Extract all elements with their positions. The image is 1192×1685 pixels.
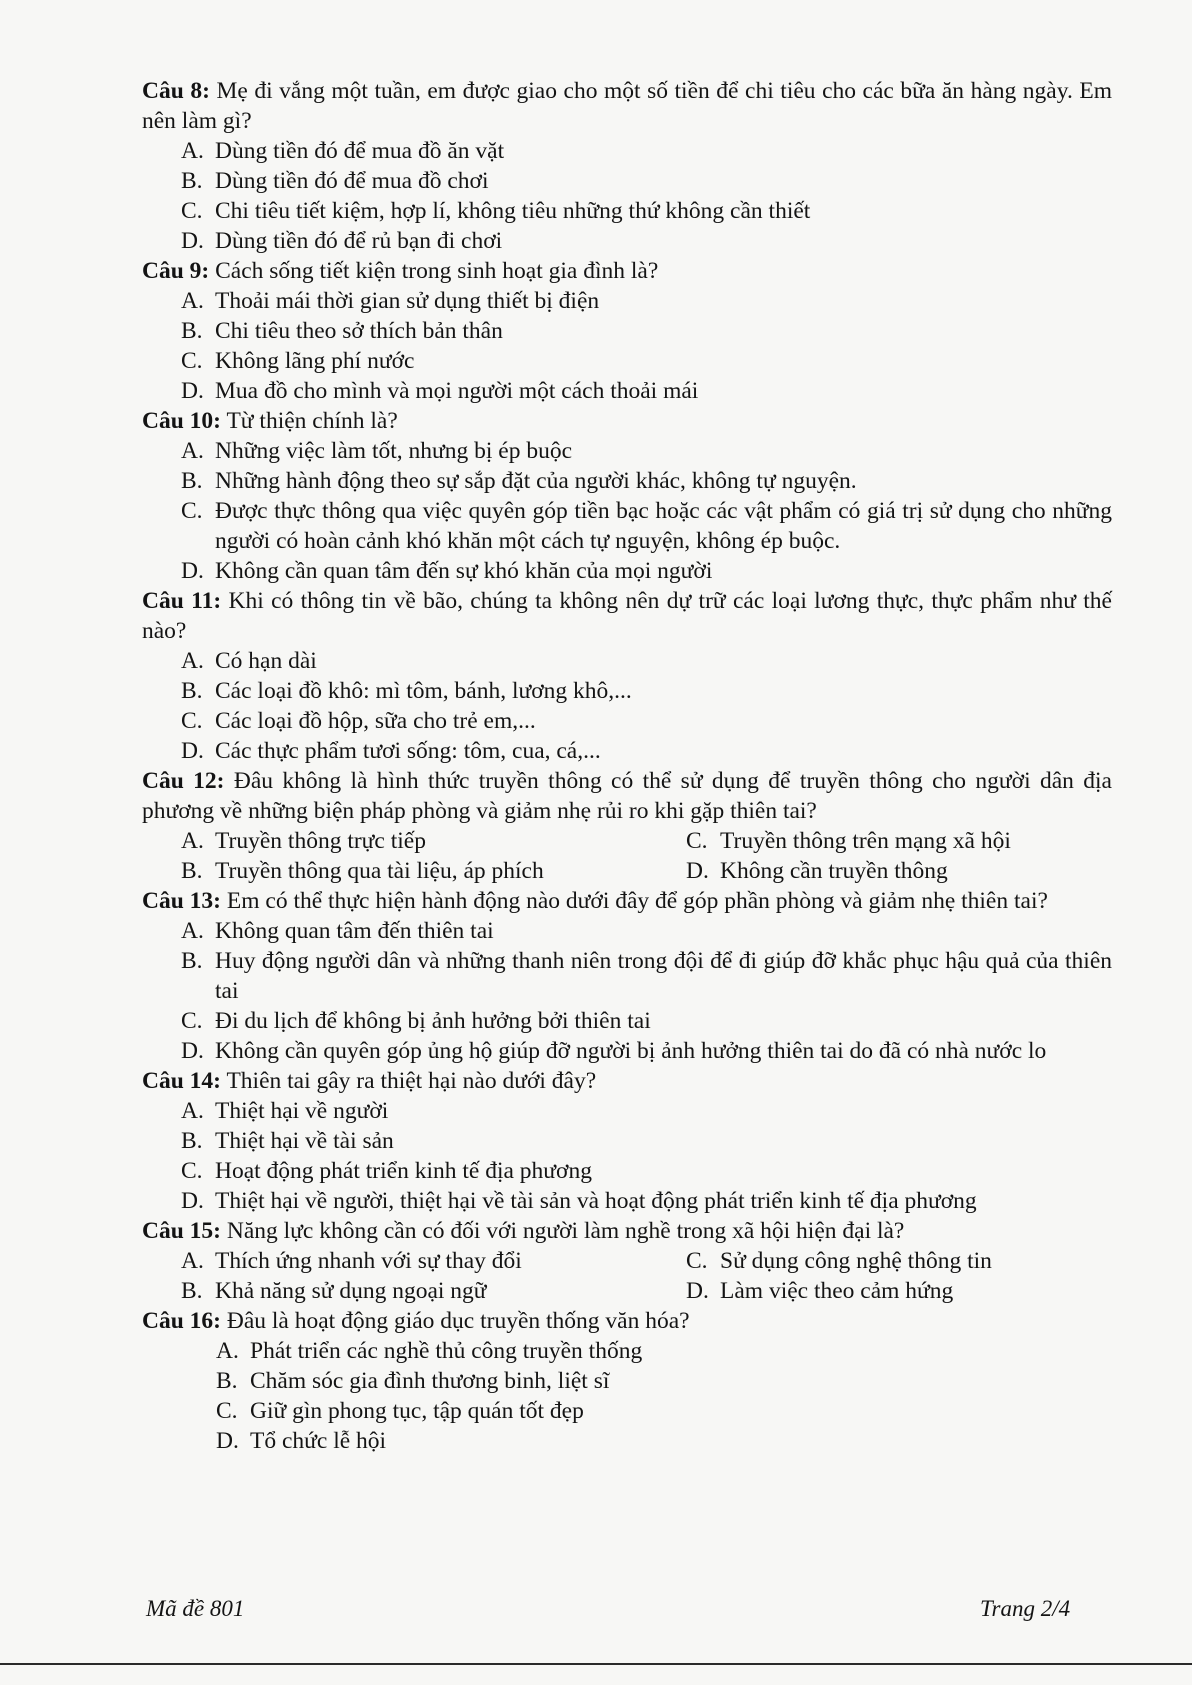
option-text: Khả năng sử dụng ngoại ngữ [215, 1278, 487, 1304]
question-text: Khi có thông tin về bão, chúng ta không nên dự trữ các loại lương thực, thực phẩm như thế nào? [142, 588, 1112, 644]
option-letter: C. [216, 1398, 238, 1424]
answer-option [686, 1246, 992, 1276]
question-text: Mẹ đi vắng một tuần, em được giao cho một số tiền để chi tiêu cho các bữa ăn hàng ngày. Em nên làm gì? [142, 78, 1112, 134]
option-letter: D. [181, 378, 204, 404]
question-text: Đâu không là hình thức truyền thông có thể sử dụng để truyền thông cho người dân địa phương về những biện pháp phòng và giảm nhẹ rủi ro khi gặp thiên tai? [142, 768, 1112, 824]
option-letter: D. [181, 1188, 204, 1214]
question-text: Cách sống tiết kiện trong sinh hoạt gia đình là? [209, 258, 659, 284]
option-text: Đi du lịch để không bị ảnh hưởng bởi thiên tai [215, 1008, 651, 1034]
question-stem [142, 256, 1112, 286]
answer-option [142, 1186, 1112, 1216]
option-letter: B. [181, 1278, 203, 1304]
option-text: Dùng tiền đó để rủ bạn đi chơi [215, 228, 503, 254]
option-text: Truyền thông trên mạng xã hội [720, 828, 1011, 854]
answer-option [686, 826, 1011, 856]
option-text: Chăm sóc gia đình thương binh, liệt sĩ [250, 1368, 610, 1394]
answer-option [142, 166, 1112, 196]
option-text: Thích ứng nhanh với sự thay đổi [215, 1248, 522, 1274]
answer-option [142, 1126, 1112, 1156]
question-number: Câu 14: [142, 1068, 221, 1094]
answer-option [142, 316, 1112, 346]
option-text: Không cần quan tâm đến sự khó khăn của mọi người [215, 558, 713, 584]
option-letter: A. [181, 1098, 204, 1124]
option-text: Huy động người dân và những thanh niên trong đội để đi giúp đỡ khắc phục hậu quả của thiên tai [215, 948, 1112, 1004]
answer-option [142, 676, 1112, 706]
option-text: Dùng tiền đó để mua đồ chơi [215, 168, 489, 194]
option-letter: A. [181, 1248, 204, 1274]
option-text: Những hành động theo sự sắp đặt của người khác, không tự nguyện. [215, 468, 857, 494]
option-letter: D. [181, 228, 204, 254]
question-block [142, 766, 1112, 886]
answer-option [142, 706, 1112, 736]
answer-option [142, 376, 1112, 406]
option-letter: C. [686, 828, 708, 854]
question-stem [142, 1066, 1112, 1096]
question-list [142, 76, 1112, 1456]
question-block [142, 886, 1112, 1066]
exam-code: Mã đề 801 [146, 1596, 245, 1621]
question-text: Thiên tai gây ra thiệt hại nào dưới đây? [221, 1068, 597, 1094]
question-stem [142, 886, 1112, 916]
question-block [142, 256, 1112, 406]
answer-option [142, 1276, 686, 1306]
option-text: Hoạt động phát triển kinh tế địa phương [215, 1158, 592, 1184]
question-block [142, 1066, 1112, 1216]
option-text: Sử dụng công nghệ thông tin [720, 1248, 992, 1274]
option-letter: C. [686, 1248, 708, 1274]
option-text: Làm việc theo cảm hứng [720, 1278, 954, 1304]
answer-option [142, 1246, 686, 1276]
option-letter: A. [181, 918, 204, 944]
option-letter: B. [181, 678, 203, 704]
option-text: Truyền thông qua tài liệu, áp phích [215, 858, 544, 884]
option-letter: C. [181, 498, 203, 524]
answer-option [142, 1156, 1112, 1186]
option-text: Các thực phẩm tươi sống: tôm, cua, cá,... [215, 738, 601, 764]
answer-option-row [142, 856, 1112, 886]
page-number: Trang 2/4 [980, 1596, 1071, 1621]
answer-option [142, 1426, 1112, 1456]
question-text: Năng lực không cần có đối với người làm nghề trong xã hội hiện đại là? [221, 1218, 905, 1244]
answer-option-row [142, 1246, 1112, 1276]
answer-option [142, 826, 686, 856]
question-stem [142, 76, 1112, 136]
option-letter: B. [181, 858, 203, 884]
answer-option [142, 466, 1112, 496]
answer-option-row [142, 1276, 1112, 1306]
option-text: Thiệt hại về người [215, 1098, 389, 1124]
question-stem [142, 1216, 1112, 1246]
answer-option [142, 1336, 1112, 1366]
question-number: Câu 16: [142, 1308, 221, 1334]
answer-option [142, 1006, 1112, 1036]
question-stem [142, 766, 1112, 826]
answer-option [142, 496, 1112, 556]
option-text: Thiệt hại về tài sản [215, 1128, 394, 1154]
option-text: Các loại đồ hộp, sữa cho trẻ em,... [215, 708, 536, 734]
answer-option [142, 226, 1112, 256]
option-letter: B. [181, 1128, 203, 1154]
question-block [142, 76, 1112, 256]
question-text: Đâu là hoạt động giáo dục truyền thống văn hóa? [221, 1308, 690, 1334]
option-text: Thiệt hại về người, thiệt hại về tài sản và hoạt động phát triển kinh tế địa phương [215, 1188, 977, 1214]
option-letter: B. [181, 168, 203, 194]
question-block [142, 1306, 1112, 1456]
option-letter: B. [181, 468, 203, 494]
option-letter: D. [686, 1278, 709, 1304]
option-text: Thoải mái thời gian sử dụng thiết bị điện [215, 288, 600, 314]
option-letter: A. [216, 1338, 239, 1364]
option-letter: A. [181, 288, 204, 314]
option-letter: A. [181, 828, 204, 854]
answer-option [142, 916, 1112, 946]
option-text: Chi tiêu tiết kiệm, hợp lí, không tiêu những thứ không cần thiết [215, 198, 811, 224]
answer-option-row [142, 826, 1112, 856]
answer-option [142, 436, 1112, 466]
question-stem [142, 406, 1112, 436]
option-text: Có hạn dài [215, 648, 317, 674]
option-letter: D. [216, 1428, 239, 1454]
question-number: Câu 15: [142, 1218, 221, 1244]
question-text: Em có thể thực hiện hành động nào dưới đây để góp phần phòng và giảm nhẹ thiên tai? [221, 888, 1048, 914]
option-letter: D. [686, 858, 709, 884]
answer-option [142, 1366, 1112, 1396]
option-letter: B. [181, 948, 203, 974]
option-text: Không lãng phí nước [215, 348, 415, 374]
question-number: Câu 11: [142, 588, 222, 614]
option-letter: B. [216, 1368, 238, 1394]
option-letter: C. [181, 348, 203, 374]
option-text: Không cần quyên góp ủng hộ giúp đỡ người bị ảnh hưởng thiên tai do đã có nhà nước lo [215, 1038, 1047, 1064]
option-letter: C. [181, 1158, 203, 1184]
option-letter: A. [181, 138, 204, 164]
answer-option [142, 286, 1112, 316]
question-block [142, 1216, 1112, 1306]
option-text: Tổ chức lễ hội [250, 1428, 387, 1454]
option-text: Chi tiêu theo sở thích bản thân [215, 318, 503, 344]
option-letter: D. [181, 558, 204, 584]
question-stem [142, 1306, 1112, 1336]
answer-option [142, 1036, 1112, 1066]
question-text: Từ thiện chính là? [221, 408, 398, 434]
answer-option [142, 1396, 1112, 1426]
bottom-scan-edge [0, 1663, 1192, 1665]
option-text: Mua đồ cho mình và mọi người một cách thoải mái [215, 378, 699, 404]
option-letter: C. [181, 198, 203, 224]
answer-option [142, 736, 1112, 766]
option-text: Giữ gìn phong tục, tập quán tốt đẹp [250, 1398, 584, 1424]
option-text: Truyền thông trực tiếp [215, 828, 426, 854]
option-text: Dùng tiền đó để mua đồ ăn vặt [215, 138, 505, 164]
option-text: Những việc làm tốt, nhưng bị ép buộc [215, 438, 573, 464]
answer-option [142, 946, 1112, 1006]
option-text: Không quan tâm đến thiên tai [215, 918, 494, 944]
option-letter: C. [181, 708, 203, 734]
option-text: Không cần truyền thông [720, 858, 948, 884]
answer-option [142, 646, 1112, 676]
question-number: Câu 12: [142, 768, 225, 794]
question-number: Câu 9: [142, 258, 210, 284]
option-text: Được thực thông qua việc quyên góp tiền bạc hoặc các vật phẩm có giá trị sử dụng cho những người có hoàn cảnh khó khăn một cách tự nguyện, không ép buộc. [215, 498, 1112, 554]
answer-option [142, 856, 686, 886]
answer-option [142, 1096, 1112, 1126]
option-letter: A. [181, 438, 204, 464]
option-letter: B. [181, 318, 203, 344]
question-block [142, 586, 1112, 766]
answer-option [142, 346, 1112, 376]
question-number: Câu 10: [142, 408, 221, 434]
option-letter: D. [181, 738, 204, 764]
question-number: Câu 13: [142, 888, 221, 914]
answer-option [142, 556, 1112, 586]
question-block [142, 406, 1112, 586]
option-text: Các loại đồ khô: mì tôm, bánh, lương khô,... [215, 678, 632, 704]
option-letter: D. [181, 1038, 204, 1064]
option-letter: C. [181, 1008, 203, 1034]
answer-option [142, 136, 1112, 166]
answer-option [142, 196, 1112, 226]
question-stem [142, 586, 1112, 646]
option-letter: A. [181, 648, 204, 674]
answer-option [686, 1276, 953, 1306]
question-number: Câu 8: [142, 78, 210, 104]
answer-option [686, 856, 948, 886]
option-text: Phát triển các nghề thủ công truyền thống [250, 1338, 643, 1364]
